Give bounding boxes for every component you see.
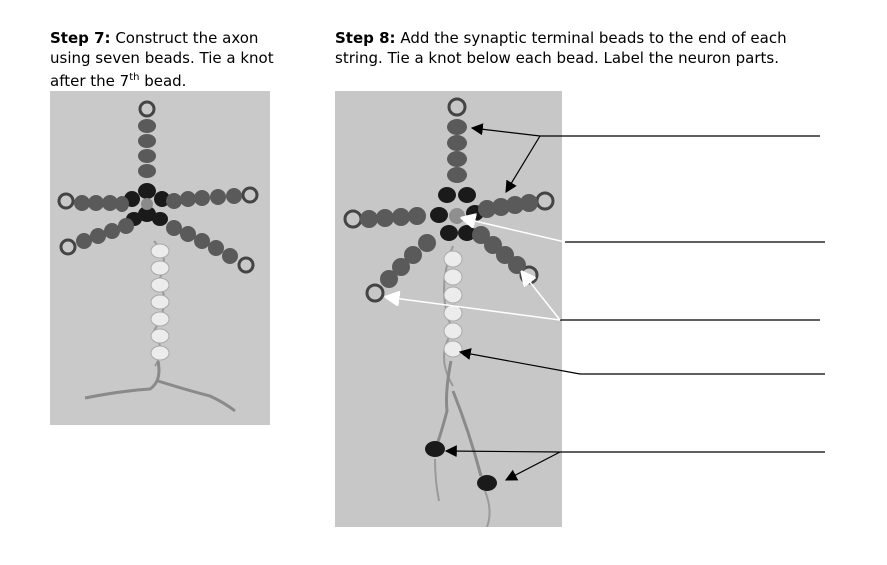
step-7-label: Step 7: — [50, 29, 111, 47]
arrow-dendrite-right — [506, 136, 540, 192]
step-8-text: Add the synaptic terminal beads to the end of each string. Tie a knot below each bead. Label the neuron parts. — [335, 29, 787, 67]
arrow-dendrite-left-end — [386, 297, 560, 320]
step-7-text-b: bead. — [139, 72, 187, 90]
step-7-text-a: Construct the axon using seven beads. Tie a knot after the 7 — [50, 29, 274, 90]
arrow-nucleus — [462, 218, 565, 242]
arrow-terminal-1 — [446, 451, 560, 452]
arrow-dendrite-top — [472, 128, 540, 136]
step-8-label: Step 8: — [335, 29, 396, 47]
arrow-terminal-2 — [506, 452, 560, 480]
arrow-axon — [460, 352, 580, 374]
step-7-superscript: th — [129, 72, 140, 83]
arrow-dendrite-right-end — [522, 272, 560, 320]
